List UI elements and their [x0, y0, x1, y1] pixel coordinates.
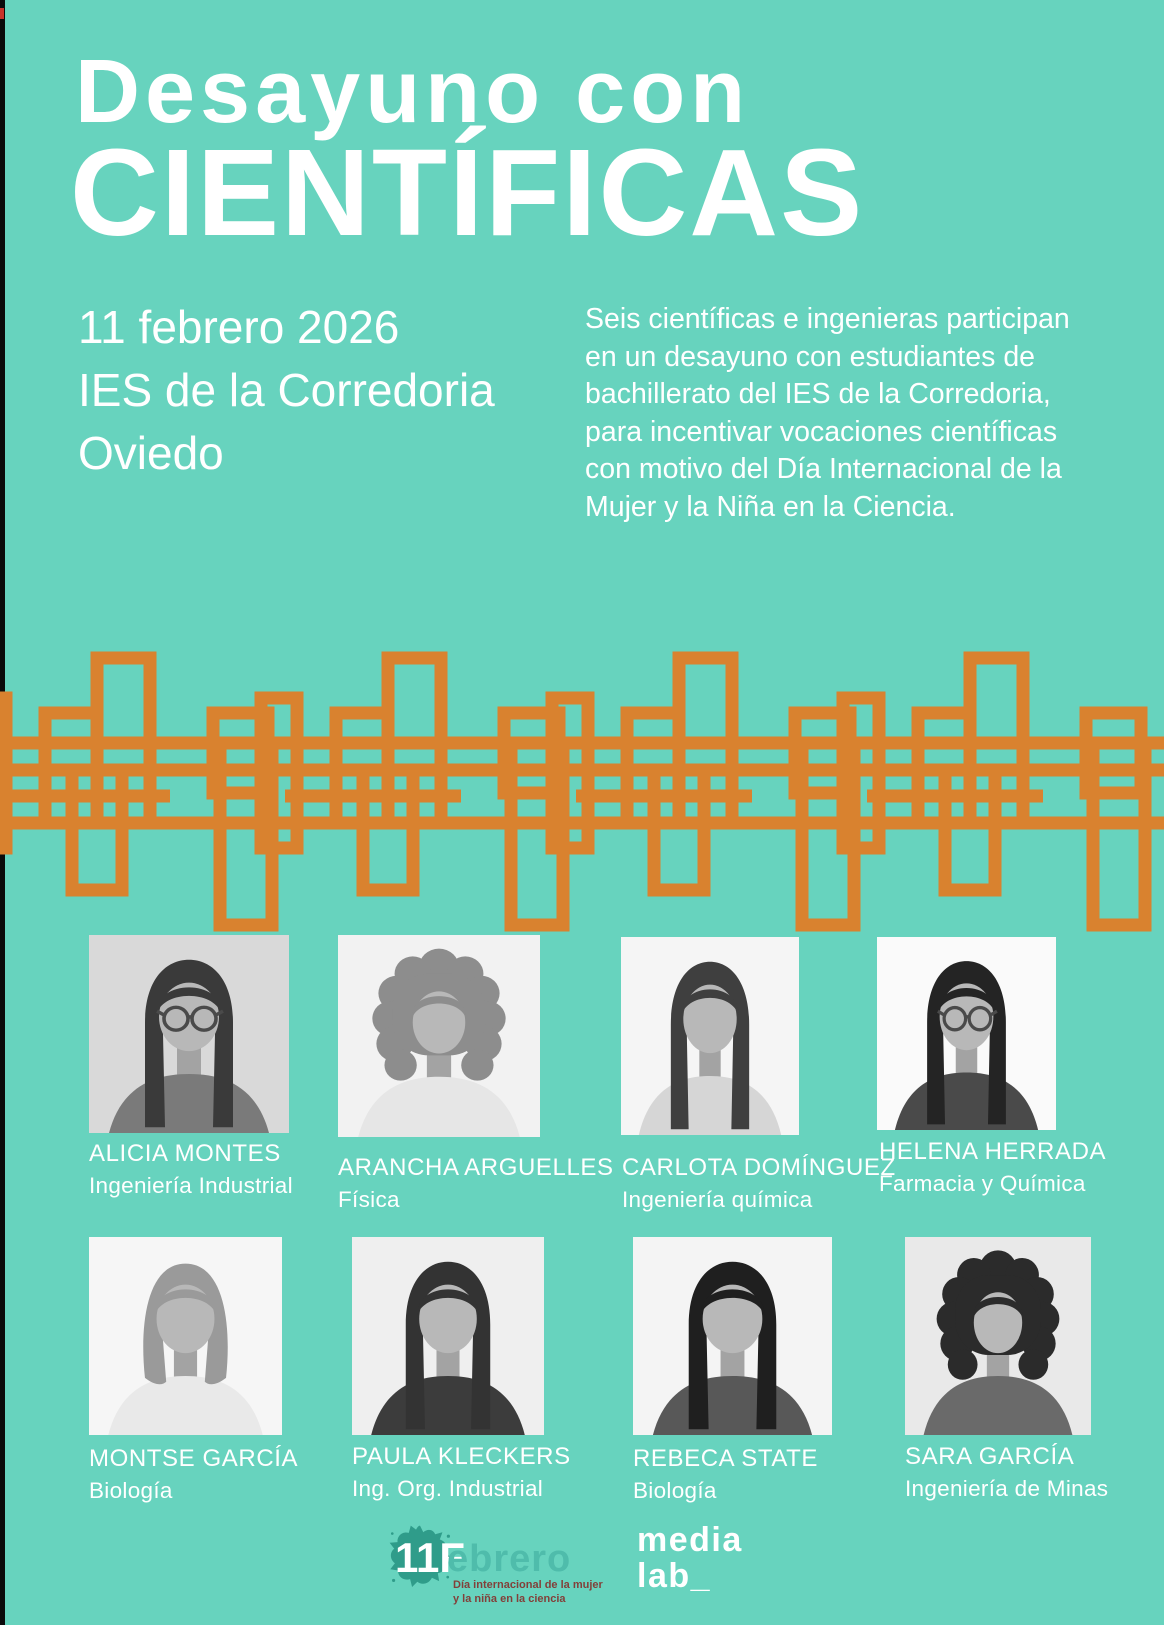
person-field: Ingeniería Industrial: [89, 1173, 293, 1198]
person-field: Ingeniería química: [622, 1187, 813, 1212]
tagline-line2: y la niña en la ciencia: [453, 1592, 566, 1605]
portrait-photo: [633, 1237, 832, 1435]
event-info: [78, 296, 495, 485]
logo-11f-tagline: [453, 1579, 603, 1606]
circuit-pattern-graphic: [0, 638, 1164, 933]
photo-sara-garcia: [905, 1237, 1091, 1435]
person-name: REBECA STATE: [633, 1445, 819, 1472]
caption-rebeca-state: [633, 1445, 818, 1504]
person-name: CARLOTA DOMÍNGUEZ: [622, 1154, 896, 1181]
person-name: ARANCHA ARGUELLES: [338, 1154, 614, 1181]
photo-arancha-arguelles: [338, 935, 540, 1137]
caption-montse-garcia: [89, 1445, 298, 1504]
poster-title-line2: CIENTÍFICAS: [70, 125, 865, 262]
logo-11febrero: [383, 1518, 613, 1618]
person-field: Farmacia y Química: [879, 1171, 1086, 1196]
caption-helena-herrada: [879, 1138, 1106, 1197]
medialab-line1: media: [637, 1521, 743, 1559]
person-field: Física: [338, 1187, 400, 1212]
person-field: Biología: [89, 1478, 173, 1503]
caption-sara-garcia: [905, 1443, 1108, 1502]
tagline-line1: Día internacional de la mujer: [453, 1579, 603, 1591]
logo-medialab: [637, 1522, 743, 1594]
portrait-photo: [352, 1237, 544, 1435]
person-field: Biología: [633, 1478, 717, 1503]
photo-montse-garcia: [89, 1237, 282, 1435]
logo-febrero-text: ebrero: [447, 1538, 572, 1580]
event-venue: IES de la Corredoria: [78, 364, 495, 416]
photo-helena-herrada: [877, 937, 1056, 1130]
caption-arancha-arguelles: [338, 1154, 614, 1213]
person-name: ALICIA MONTES: [89, 1140, 281, 1167]
photo-carlota-dominguez: [621, 937, 799, 1135]
person-field: Ing. Org. Industrial: [352, 1476, 544, 1501]
portrait-photo: [89, 935, 289, 1133]
person-name: SARA GARCÍA: [905, 1443, 1075, 1470]
person-field: Ingeniería de Minas: [905, 1476, 1109, 1501]
event-date: 11 febrero 2026: [78, 301, 400, 353]
caption-paula-kleckers: [352, 1443, 571, 1502]
event-description: Seis científicas e ingenieras participan en un desayuno con estudiantes de bachillerato del IES de la Corredoria, para incentivar vocaciones científicas con motivo del Día Internacional de la Mujer y la Niña en la Ciencia.: [585, 303, 1070, 523]
poster-title-line1: Desayuno con: [75, 42, 751, 142]
person-name: MONTSE GARCÍA: [89, 1445, 299, 1472]
caption-alicia-montes: [89, 1140, 293, 1199]
medialab-line2: lab_: [637, 1557, 712, 1595]
photo-alicia-montes: [89, 935, 289, 1133]
portrait-photo: [877, 937, 1056, 1130]
person-name: HELENA HERRADA: [879, 1138, 1107, 1165]
portrait-photo: [338, 935, 540, 1137]
event-city: Oviedo: [78, 427, 224, 479]
photo-paula-kleckers: [352, 1237, 544, 1435]
logo-11f-text: 11F: [395, 1534, 466, 1581]
portrait-photo: [89, 1237, 282, 1435]
photo-rebeca-state: [633, 1237, 832, 1435]
portrait-photo: [905, 1237, 1091, 1435]
person-name: PAULA KLECKERS: [352, 1443, 571, 1470]
caption-carlota-dominguez: [622, 1154, 896, 1213]
portrait-photo: [621, 937, 799, 1135]
